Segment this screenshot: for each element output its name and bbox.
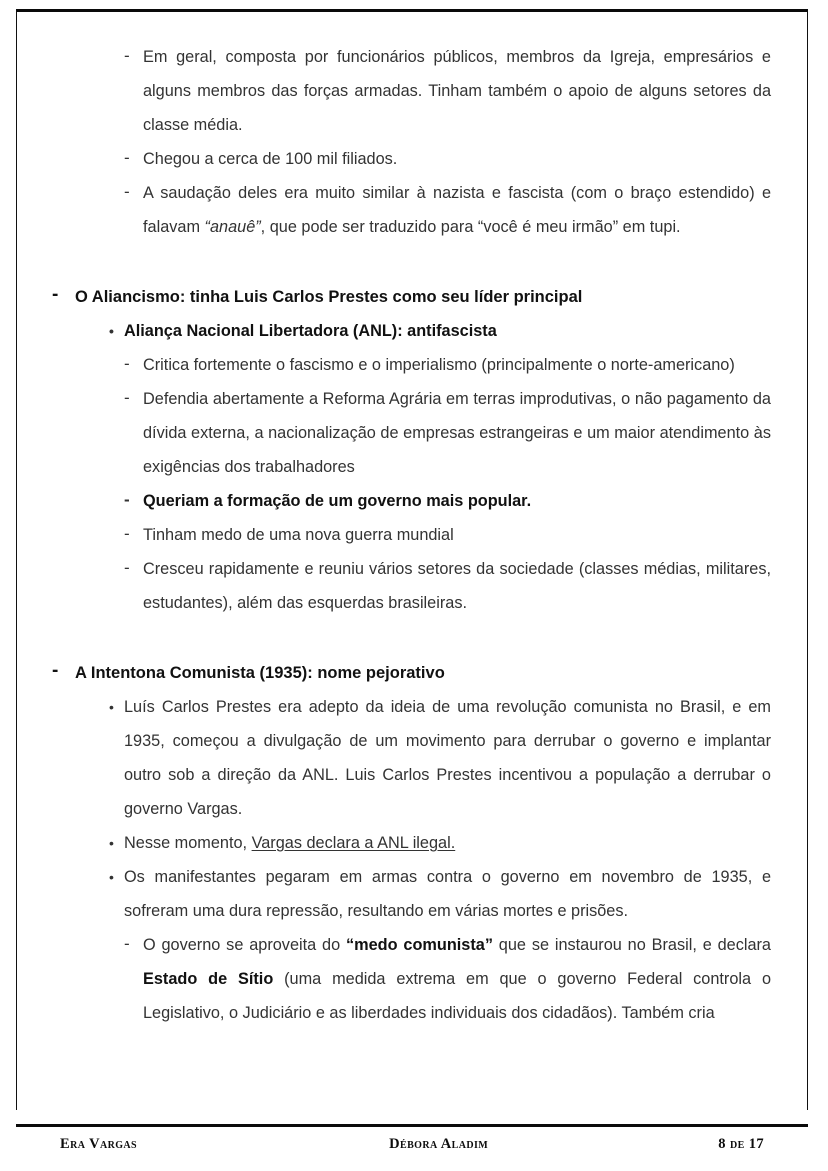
list-item-text: Cresceu rapidamente e reuniu vários setores da sociedade (classes médias, militares, estudantes), além das esquerdas brasileiras.: [143, 560, 771, 612]
list-item-text: Defendia abertamente a Reforma Agrária em terras improdutivas, o não pagamento da dívida externa, a nacionalização de empresas estrangeiras e um maior atendimento às exigências dos trabalhadores: [143, 390, 771, 476]
subsection-heading-anl: [0, 314, 771, 348]
list-item: [0, 690, 771, 826]
subsection-heading-text: Aliança Nacional Libertadora (ANL): antifascista: [124, 322, 497, 340]
footer-author: Débora Aladim: [389, 1136, 489, 1152]
footer-document-title: Era Vargas: [60, 1136, 137, 1152]
list-item-text: Chegou a cerca de 100 mil filiados.: [143, 150, 398, 168]
list-item: [0, 928, 771, 1030]
round-bullet-icon: •: [109, 869, 114, 885]
list-item: [0, 382, 771, 484]
dash-bullet-icon: -: [124, 46, 130, 65]
dash-bullet-icon: -: [124, 934, 130, 953]
dash-bullet-icon: -: [124, 388, 130, 407]
round-bullet-icon: •: [109, 323, 114, 339]
list-item-text: Em geral, composta por funcionários públicos, membros da Igreja, empresários e alguns membros das forças armadas. Tinham também o apoio de alguns setores da classe média.: [143, 48, 771, 134]
section-spacer: [0, 244, 771, 280]
dash-bullet-icon: -: [124, 148, 130, 167]
list-item-text: Luís Carlos Prestes era adepto da ideia de uma revolução comunista no Brasil, e em 1935, começou a divulgação de um movimento para derrubar o governo e implantar outro sob a direção da ANL. Luis Carlos Prestes incentivou a população a derrubar o governo Vargas.: [124, 698, 771, 818]
section-heading-text: A Intentona Comunista (1935): nome pejorativo: [75, 664, 445, 682]
list-item-text: Nesse momento, Vargas declara a ANL ilegal.: [124, 834, 456, 852]
section-heading-aliancismo: [0, 280, 771, 314]
list-item: [0, 176, 771, 244]
list-item-text: Queriam a formação de um governo mais popular.: [143, 492, 532, 510]
list-item: [0, 860, 771, 928]
round-bullet-icon: •: [109, 699, 114, 715]
list-item: [0, 348, 771, 382]
section-spacer: [0, 620, 771, 656]
list-item: [0, 142, 771, 176]
list-item-emphasis: [0, 484, 771, 518]
section-heading-intentona: [0, 656, 771, 690]
dash-bullet-icon: -: [124, 524, 130, 543]
list-item-text: Os manifestantes pegaram em armas contra o governo em novembro de 1935, e sofreram uma dura repressão, resultando em várias mortes e prisões.: [124, 868, 771, 920]
list-item-text: Tinham medo de uma nova guerra mundial: [143, 526, 454, 544]
dash-bullet-icon: -: [124, 558, 130, 577]
dash-bullet-icon: -: [124, 354, 130, 373]
list-item: [0, 552, 771, 620]
list-item-text: Critica fortemente o fascismo e o imperialismo (principalmente o norte-americano): [143, 356, 735, 374]
dash-bullet-icon: -: [52, 284, 59, 305]
dash-bullet-icon: -: [124, 490, 130, 509]
list-item-text: O governo se aproveita do “medo comunista” que se instaurou no Brasil, e declara Estado de Sítio (uma medida extrema em que o governo Federal controla o Legislativo, o Judiciário e as liberdades individuais dos cidadãos). Também cria: [143, 936, 771, 1022]
document-body: [0, 40, 828, 1050]
page-footer: [16, 1124, 808, 1153]
list-item: [0, 518, 771, 552]
list-item-text: A saudação deles era muito similar à nazista e fascista (com o braço estendido) e falavam “anauê”, que pode ser traduzido para “você é meu irmão” em tupi.: [143, 184, 771, 236]
round-bullet-icon: •: [109, 835, 114, 851]
list-item: [0, 826, 771, 860]
section-heading-text: O Aliancismo: tinha Luis Carlos Prestes como seu líder principal: [75, 288, 583, 306]
footer-page-number: 8 de 17: [718, 1136, 764, 1152]
list-item: [0, 40, 771, 142]
dash-bullet-icon: -: [52, 660, 59, 681]
dash-bullet-icon: -: [124, 182, 130, 201]
